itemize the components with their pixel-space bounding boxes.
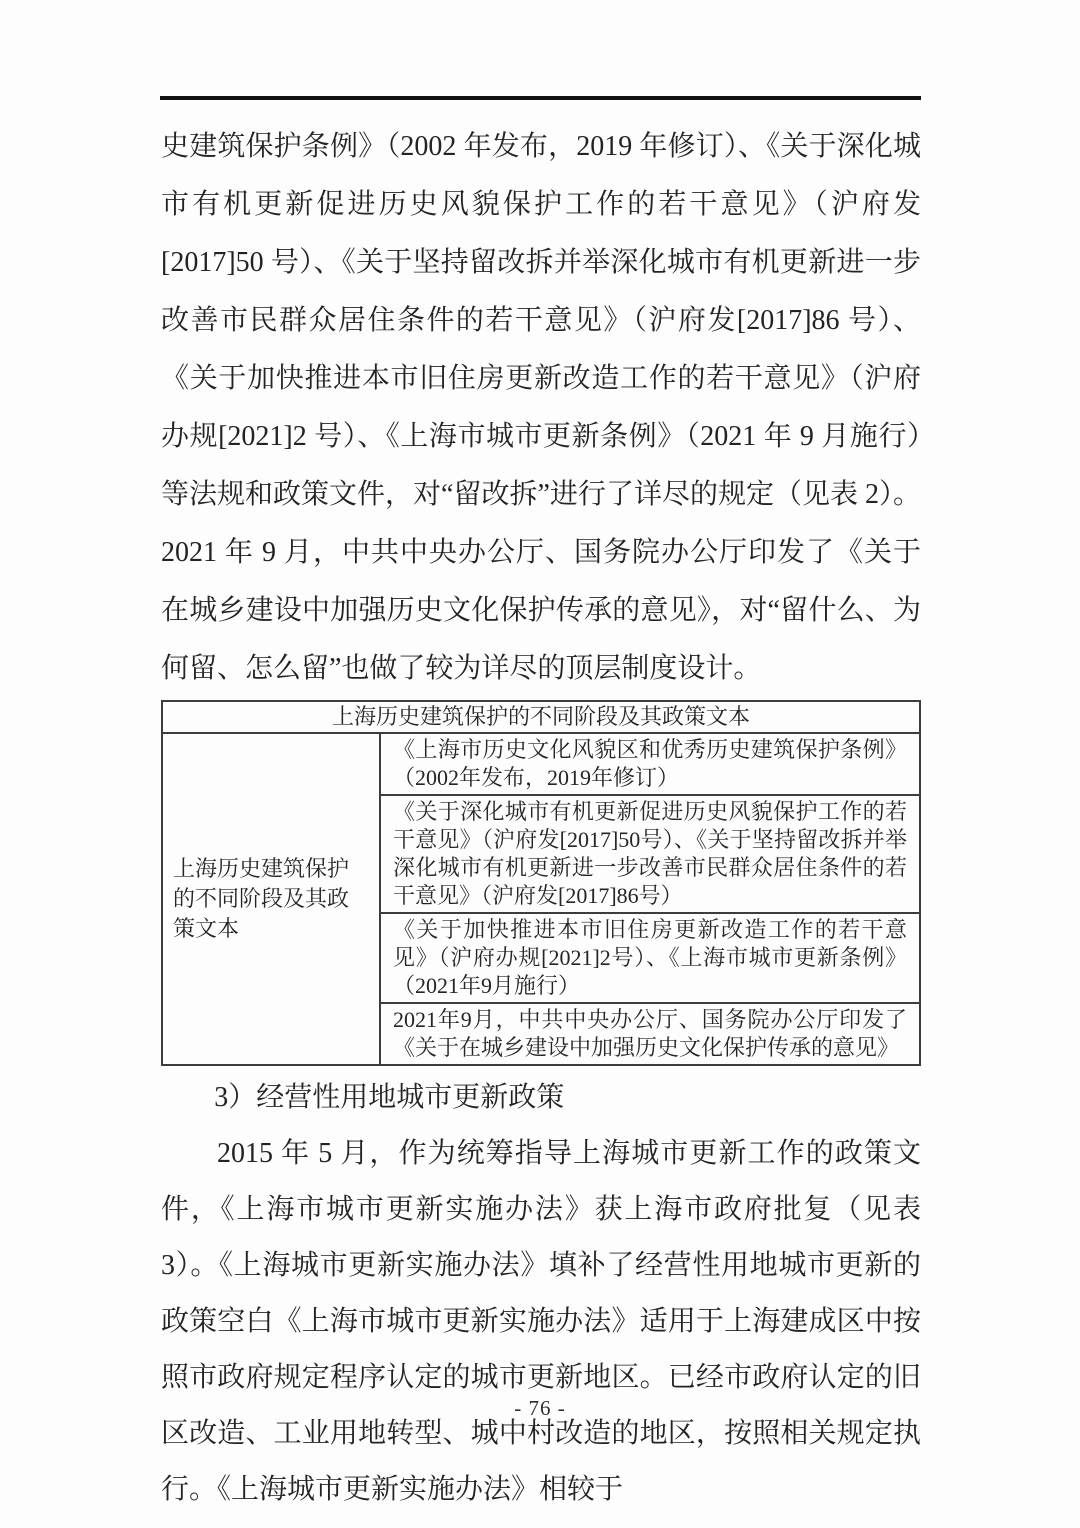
table-row xyxy=(162,733,920,795)
table-title: 上海历史建筑保护的不同阶段及其政策文本 xyxy=(162,701,920,733)
table-title-row xyxy=(162,701,920,733)
table-cell-policy-2: 《关于深化城市有机更新促进历史风貌保护工作的若干意见》（沪府发[2017]50号）、《关于坚持留改拆并举深化城市有机更新进一步改善市民群众居住条件的若干意见》（沪府发[2017]86号） xyxy=(380,795,920,913)
paragraph-body: 2015 年 5 月，作为统筹指导上海城市更新工作的政策文件，《上海市城市更新实施办法》获上海市政府批复（见表 3）。《上海城市更新实施办法》填补了经营性用地城市更新的政策空白《上海市城市更新实施办法》适用于上海建成区中按照市政府规定程序认定的城市更新地区。已经市政府认定的旧区改造、工业用地转型、城中村改造的地区，按照相关规定执行。《上海城市更新实施办法》相较于 xyxy=(161,1138,921,1505)
page-content xyxy=(161,118,921,1518)
header-rule xyxy=(160,96,921,100)
paragraph-top: 史建筑保护条例》（2002 年发布，2019 年修订）、《关于深化城市有机更新促进历史风貌保护工作的若干意见》（沪府发[2017]50 号）、《关于坚持留改拆并举深化城市有机更新进一步改善市民群众居住条件的若干意见》（沪府发[2017]86 号）、《关于加快推进本市旧住房更新改造工作的若干意见》（沪府办规[2021]2 号）、《上海市城市更新条例》（2021 年 9 月施行）等法规和政策文件，对“留改拆”进行了详尽的规定（见表 2）。2021 年 9 月，中共中央办公厅、国务院办公厅印发了《关于在城乡建设中加强历史文化保护传承的意见》，对“留什么、为何留、怎么留”也做了较为详尽的顶层制度设计。 xyxy=(161,131,921,684)
policy-table xyxy=(161,700,921,1066)
page-number: - 76 - xyxy=(514,1396,566,1420)
table-cell-policy-3: 《关于加快推进本市旧住房更新改造工作的若干意见》（沪府办规[2021]2号）、《上海市城市更新条例》（2021年9月施行） xyxy=(380,913,920,1003)
table-cell-policy-4: 2021年9月，中共中央办公厅、国务院办公厅印发了《关于在城乡建设中加强历史文化保护传承的意见》 xyxy=(380,1003,920,1065)
table-row-header: 上海历史建筑保护的不同阶段及其政策文本 xyxy=(162,733,380,1065)
table-cell-policy-1: 《上海市历史文化风貌区和优秀历史建筑保护条例》（2002年发布，2019年修订） xyxy=(380,733,920,795)
section-heading: 3）经营性用地城市更新政策 xyxy=(214,1082,565,1113)
